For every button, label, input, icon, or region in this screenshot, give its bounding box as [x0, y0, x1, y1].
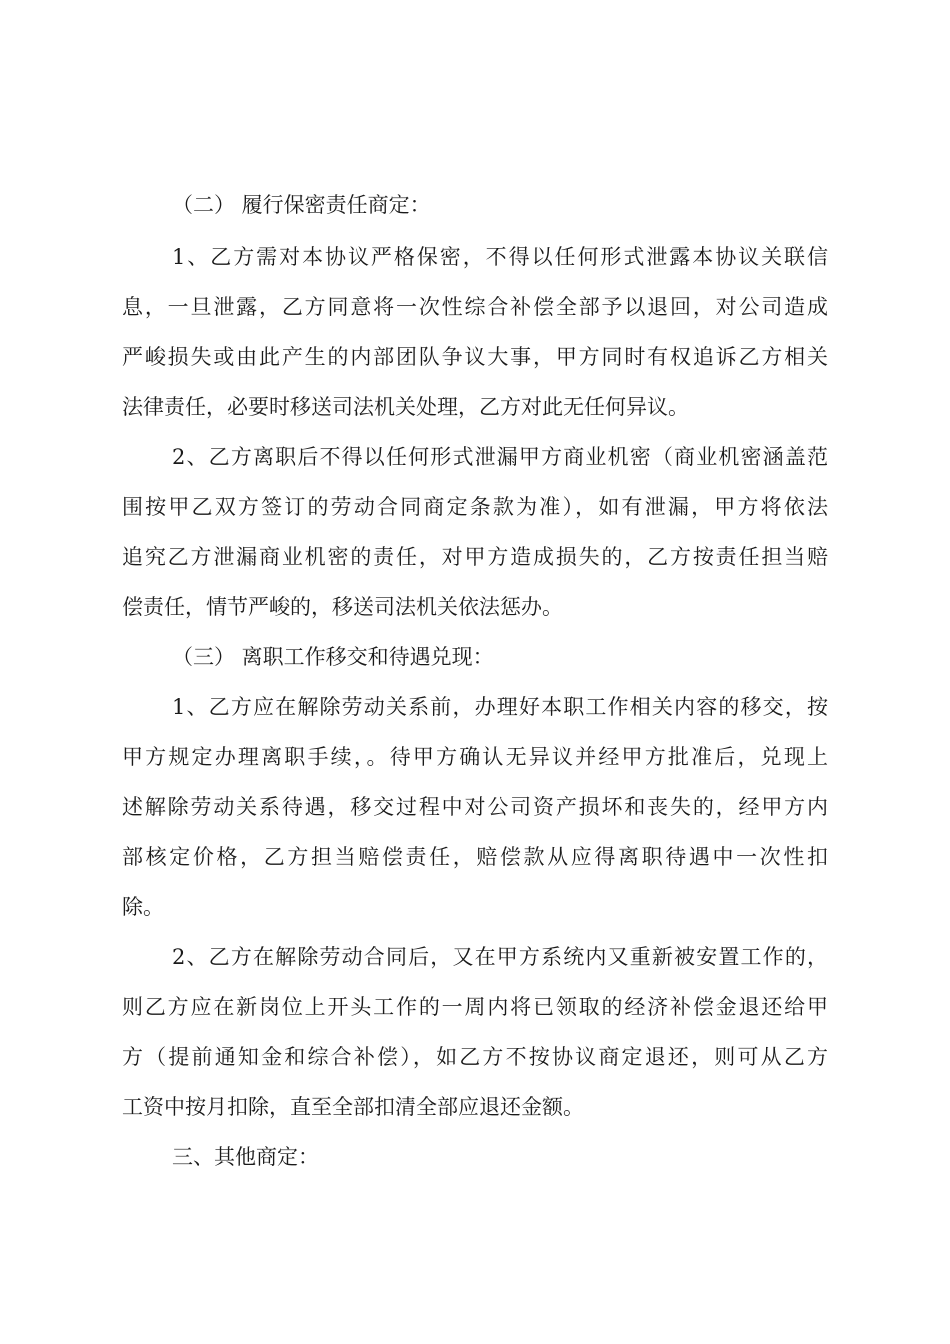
section-heading-confidentiality: （二） 履行保密责任商定：	[172, 193, 431, 217]
paragraph-line: 2、乙方离职后不得以任何形式泄漏甲方商业机密（商业机密涵盖范	[172, 445, 828, 469]
paragraph-line: 法律责任，必要时移送司法机关处理，乙方对此无任何异议。	[122, 395, 689, 419]
paragraph-line: 2、乙方在解除劳动合同后，又在甲方系统内又重新被安置工作的，	[172, 945, 828, 969]
paragraph-line: 围按甲乙双方签订的劳动合同商定条款为准），如有泄漏，甲方将依法	[122, 495, 828, 519]
section-heading-other: 三、其他商定：	[172, 1145, 319, 1169]
section-heading-handover: （三） 离职工作移交和待遇兑现：	[172, 645, 494, 669]
paragraph-line: 严峻损失或由此产生的内部团队争议大事，甲方同时有权追诉乙方相关	[122, 345, 828, 369]
paragraph-line: 1、乙方应在解除劳动关系前，办理好本职工作相关内容的移交，按	[172, 695, 828, 719]
paragraph-line: 追究乙方泄漏商业机密的责任，对甲方造成损失的，乙方按责任担当赔	[122, 545, 828, 569]
paragraph-line: 息，一旦泄露，乙方同意将一次性综合补偿全部予以退回，对公司造成	[122, 295, 828, 319]
paragraph-line: 则乙方应在新岗位上开头工作的一周内将已领取的经济补偿金退还给甲	[122, 995, 828, 1019]
paragraph-line: 部核定价格，乙方担当赔偿责任，赔偿款从应得离职待遇中一次性扣	[122, 845, 828, 869]
paragraph-line: 工资中按月扣除，直至全部扣清全部应退还金额。	[122, 1095, 584, 1119]
paragraph-line: 甲方规定办理离职手续，。待甲方确认无异议并经甲方批准后，兑现上	[122, 745, 828, 769]
paragraph-line: 偿责任，情节严峻的，移送司法机关依法惩办。	[122, 595, 563, 619]
paragraph-line: 方（提前通知金和综合补偿），如乙方不按协议商定退还，则可从乙方	[122, 1045, 828, 1069]
paragraph-line: 1、乙方需对本协议严格保密，不得以任何形式泄露本协议关联信	[172, 245, 828, 269]
paragraph-line: 除。	[122, 895, 164, 919]
paragraph-line: 述解除劳动关系待遇，移交过程中对公司资产损坏和丧失的，经甲方内	[122, 795, 828, 819]
